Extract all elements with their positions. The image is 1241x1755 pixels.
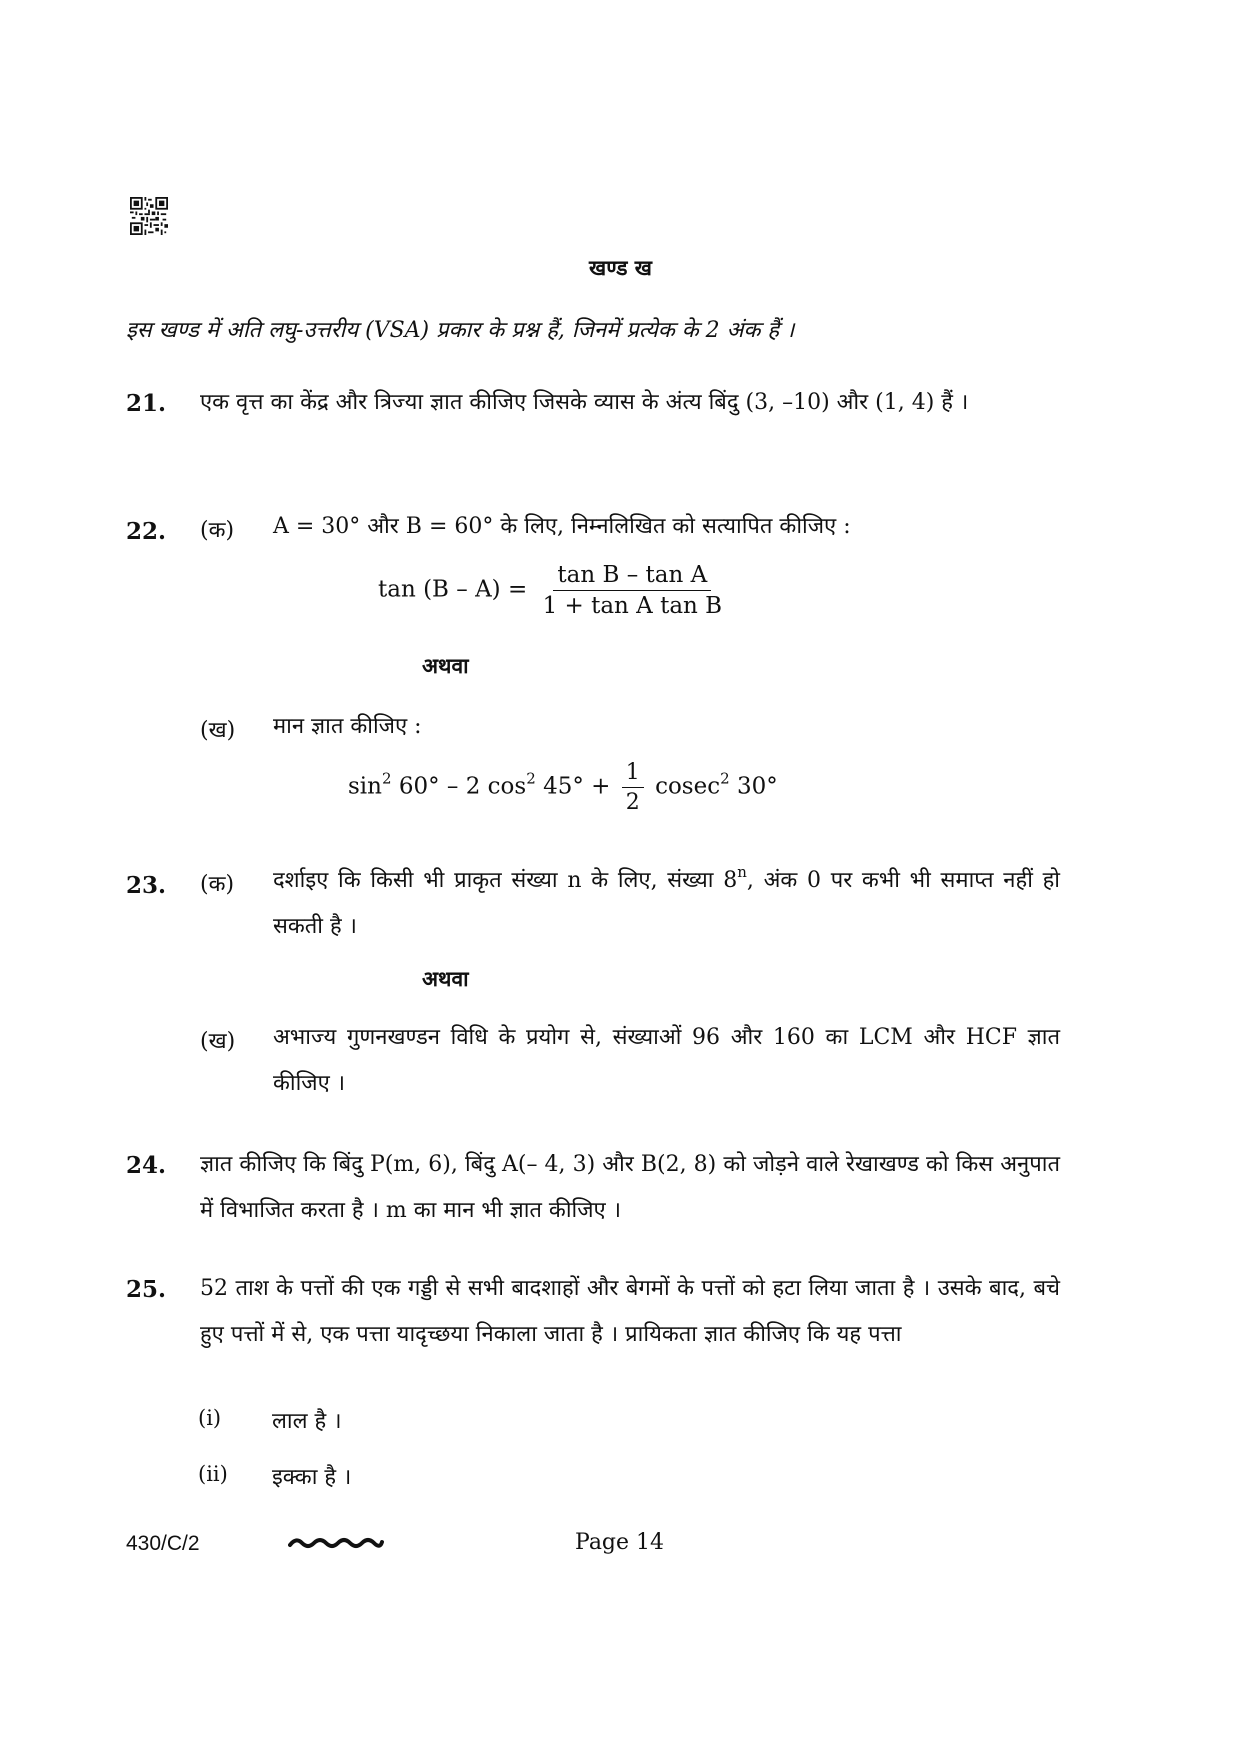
question-22b-text: मान ज्ञात कीजिए :: [273, 714, 422, 739]
question-23a-text: [273, 858, 1060, 950]
section-instruction: इस खण्ड में अति लघु-उत्तरीय (VSA) प्रकार के प्रश्न हैं, जिनमें प्रत्येक के 2 अंक हैं ।: [126, 318, 795, 343]
question-25-part-ii-text: इक्का है ।: [272, 1465, 352, 1490]
qr-code-icon: [130, 197, 168, 235]
expr-sin: sin: [348, 773, 382, 800]
or-divider-22: अथवा: [422, 653, 469, 678]
question-23b-label: (ख): [200, 1029, 236, 1054]
formula-lhs: tan (B – A) =: [378, 576, 528, 603]
tilde-wave-icon: [288, 1534, 384, 1552]
question-22a-label: (क): [200, 518, 235, 543]
question-23a-exponent: n: [737, 863, 747, 881]
question-25-part-ii-label: (ii): [198, 1462, 228, 1486]
question-22b-label: (ख): [200, 718, 236, 743]
fraction-numerator: 1: [622, 760, 644, 788]
fraction-denominator: 2: [625, 790, 640, 815]
expr-cosec: cosec: [655, 773, 721, 800]
expr-exponent: 2: [381, 769, 392, 788]
expr-exponent: 2: [720, 769, 730, 788]
question-21-text: एक वृत्त का केंद्र और त्रिज्या ज्ञात कीजिए जिसके व्यास के अंत्य बिंदु (3, –10) और (1, 4) हैं ।: [200, 390, 969, 415]
question-number-22: 22.: [126, 518, 167, 545]
question-23a-text-end: , अंक 0 पर कभी भी समाप्त नहीं हो सकती है ।: [273, 868, 1060, 939]
expr-exponent: 2: [526, 769, 536, 788]
question-24-text: ज्ञात कीजिए कि बिंदु P(m, 6), बिंदु A(– 4, 3) और B(2, 8) को जोड़ने वाले रेखाखण्ड को किस अनुपात में विभाजित करता है । m का मान भी ज्ञात कीजिए ।: [200, 1152, 1060, 1223]
page-number: Page 14: [575, 1530, 665, 1555]
question-number-23: 23.: [126, 872, 167, 899]
paper-code: 430/C/2: [126, 1532, 200, 1555]
formula-numerator: tan B – tan A: [553, 562, 711, 591]
or-divider-23: अथवा: [422, 966, 469, 991]
expr-plus: 45° +: [543, 773, 611, 800]
formula-fraction: [539, 562, 727, 619]
question-23a-label: (क): [200, 872, 235, 897]
question-23a-text-start: दर्शाइए कि किसी भी प्राकृत संख्या n के लिए, संख्या 8: [273, 868, 738, 893]
question-number-21: 21.: [126, 390, 167, 417]
section-title: खण्ड ख: [589, 255, 652, 280]
question-22a-formula: [378, 562, 730, 619]
expr-angle: 30°: [736, 773, 778, 800]
expr-cos: 60° – 2 cos: [398, 773, 527, 800]
question-25-text: 52 ताश के पत्तों की एक गड्डी से सभी बादशाहों और बेगमों के पत्तों को हटा लिया जाता है । उसके बाद, बचे हुए पत्तों में से, एक पत्ता यादृच्छया निकाला जाता है । प्रायिकता ज्ञात कीजिए कि यह पत्ता: [200, 1276, 1060, 1347]
formula-denominator: 1 + tan A tan B: [542, 593, 723, 619]
question-25-part-i-text: लाल है ।: [272, 1409, 342, 1434]
expr-half-fraction: [622, 760, 644, 815]
question-22a-text: A = 30° और B = 60° के लिए, निम्नलिखित को सत्यापित कीजिए :: [273, 514, 851, 539]
question-25-part-i-label: (i): [198, 1406, 222, 1430]
question-22b-expression: [348, 760, 778, 815]
question-number-24: 24.: [126, 1152, 167, 1179]
question-23b-text: अभाज्य गुणनखण्डन विधि के प्रयोग से, संख्याओं 96 और 160 का LCM और HCF ज्ञात कीजिए ।: [273, 1025, 1060, 1096]
question-number-25: 25.: [126, 1276, 167, 1303]
